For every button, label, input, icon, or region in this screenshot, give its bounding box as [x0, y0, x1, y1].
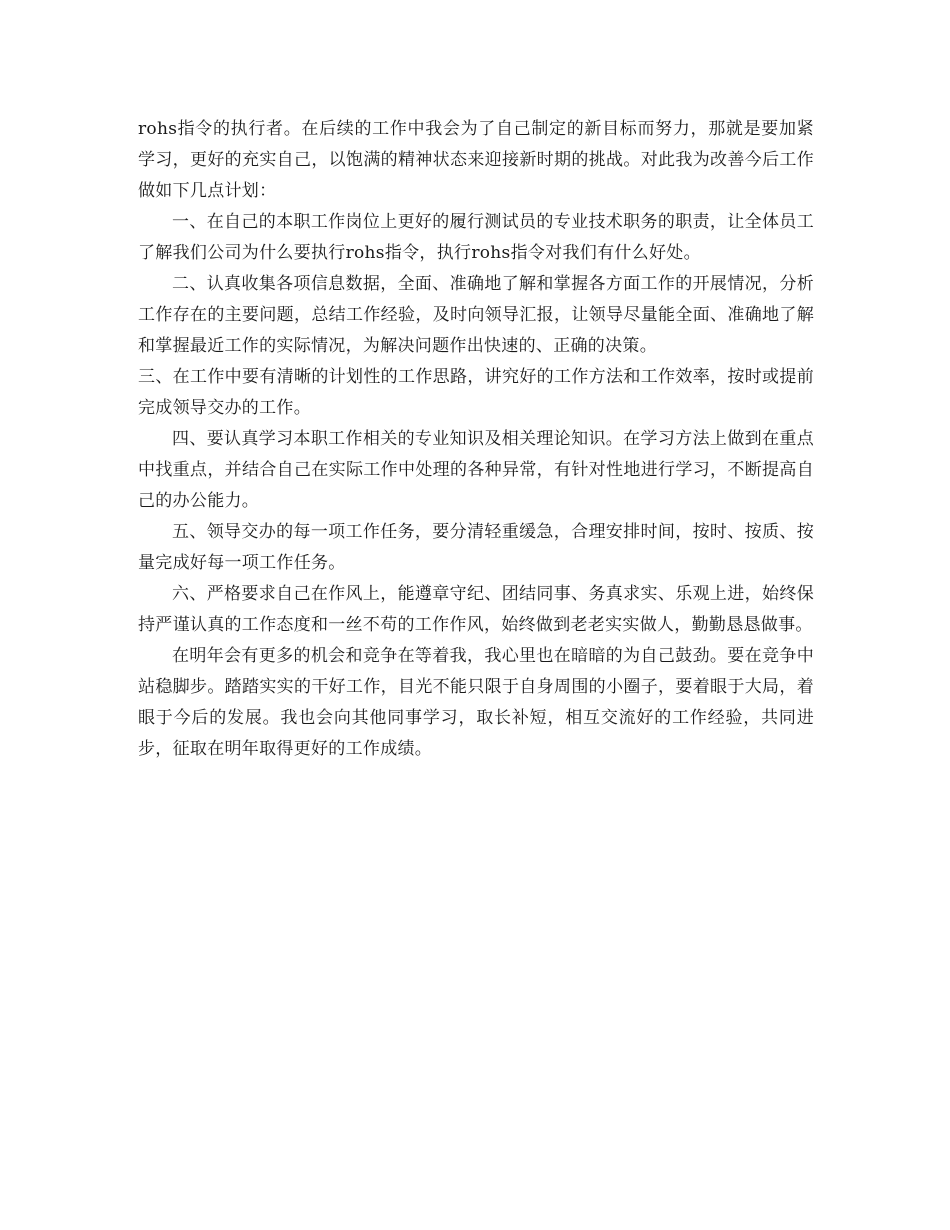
document-body — [138, 114, 814, 765]
paragraph-plan-6: 六、严格要求自己在作风上，能遵章守纪、团结同事、务真求实、乐观上进，始终保持严谨认真的工作态度和一丝不苟的工作作风，始终做到老老实实做人，勤勤恳恳做事。 — [138, 584, 814, 635]
paragraph-plan-4: 四、要认真学习本职工作相关的专业知识及相关理论知识。在学习方法上做到在重点中找重点，并结合自己在实际工作中处理的各种异常，有针对性地进行学习，不断提高自己的办公能力。 — [138, 429, 814, 511]
paragraph-plan-5: 五、领导交办的每一项工作任务，要分清轻重缓急，合理安排时间，按时、按质、按量完成好每一项工作任务。 — [138, 522, 814, 573]
paragraph-closing: 在明年会有更多的机会和竞争在等着我，我心里也在暗暗的为自己鼓劲。要在竞争中站稳脚步。踏踏实实的干好工作，目光不能只限于自身周围的小圈子，要着眼于大局，着眼于今后的发展。我也会向其他同事学习，取长补短，相互交流好的工作经验，共同进步，征取在明年取得更好的工作成绩。 — [138, 646, 814, 759]
paragraph-plan-2: 二、认真收集各项信息数据，全面、准确地了解和掌握各方面工作的开展情况，分析工作存在的主要问题，总结工作经验，及时向领导汇报，让领导尽量能全面、准确地了解和掌握最近工作的实际情况，为解决问题作出快速的、正确的决策。 — [138, 274, 814, 356]
paragraph-plan-3: 三、在工作中要有清晰的计划性的工作思路，讲究好的工作方法和工作效率，按时或提前完成领导交办的工作。 — [138, 367, 814, 418]
paragraph-continuation: rohs指令的执行者。在后续的工作中我会为了自己制定的新目标而努力，那就是要加紧学习，更好的充实自己，以饱满的精神状态来迎接新时期的挑战。对此我为改善今后工作做如下几点计划： — [138, 119, 814, 201]
paragraph-plan-1: 一、在自己的本职工作岗位上更好的履行测试员的专业技术职务的职责，让全体员工了解我们公司为什么要执行rohs指令，执行rohs指令对我们有什么好处。 — [138, 212, 814, 263]
